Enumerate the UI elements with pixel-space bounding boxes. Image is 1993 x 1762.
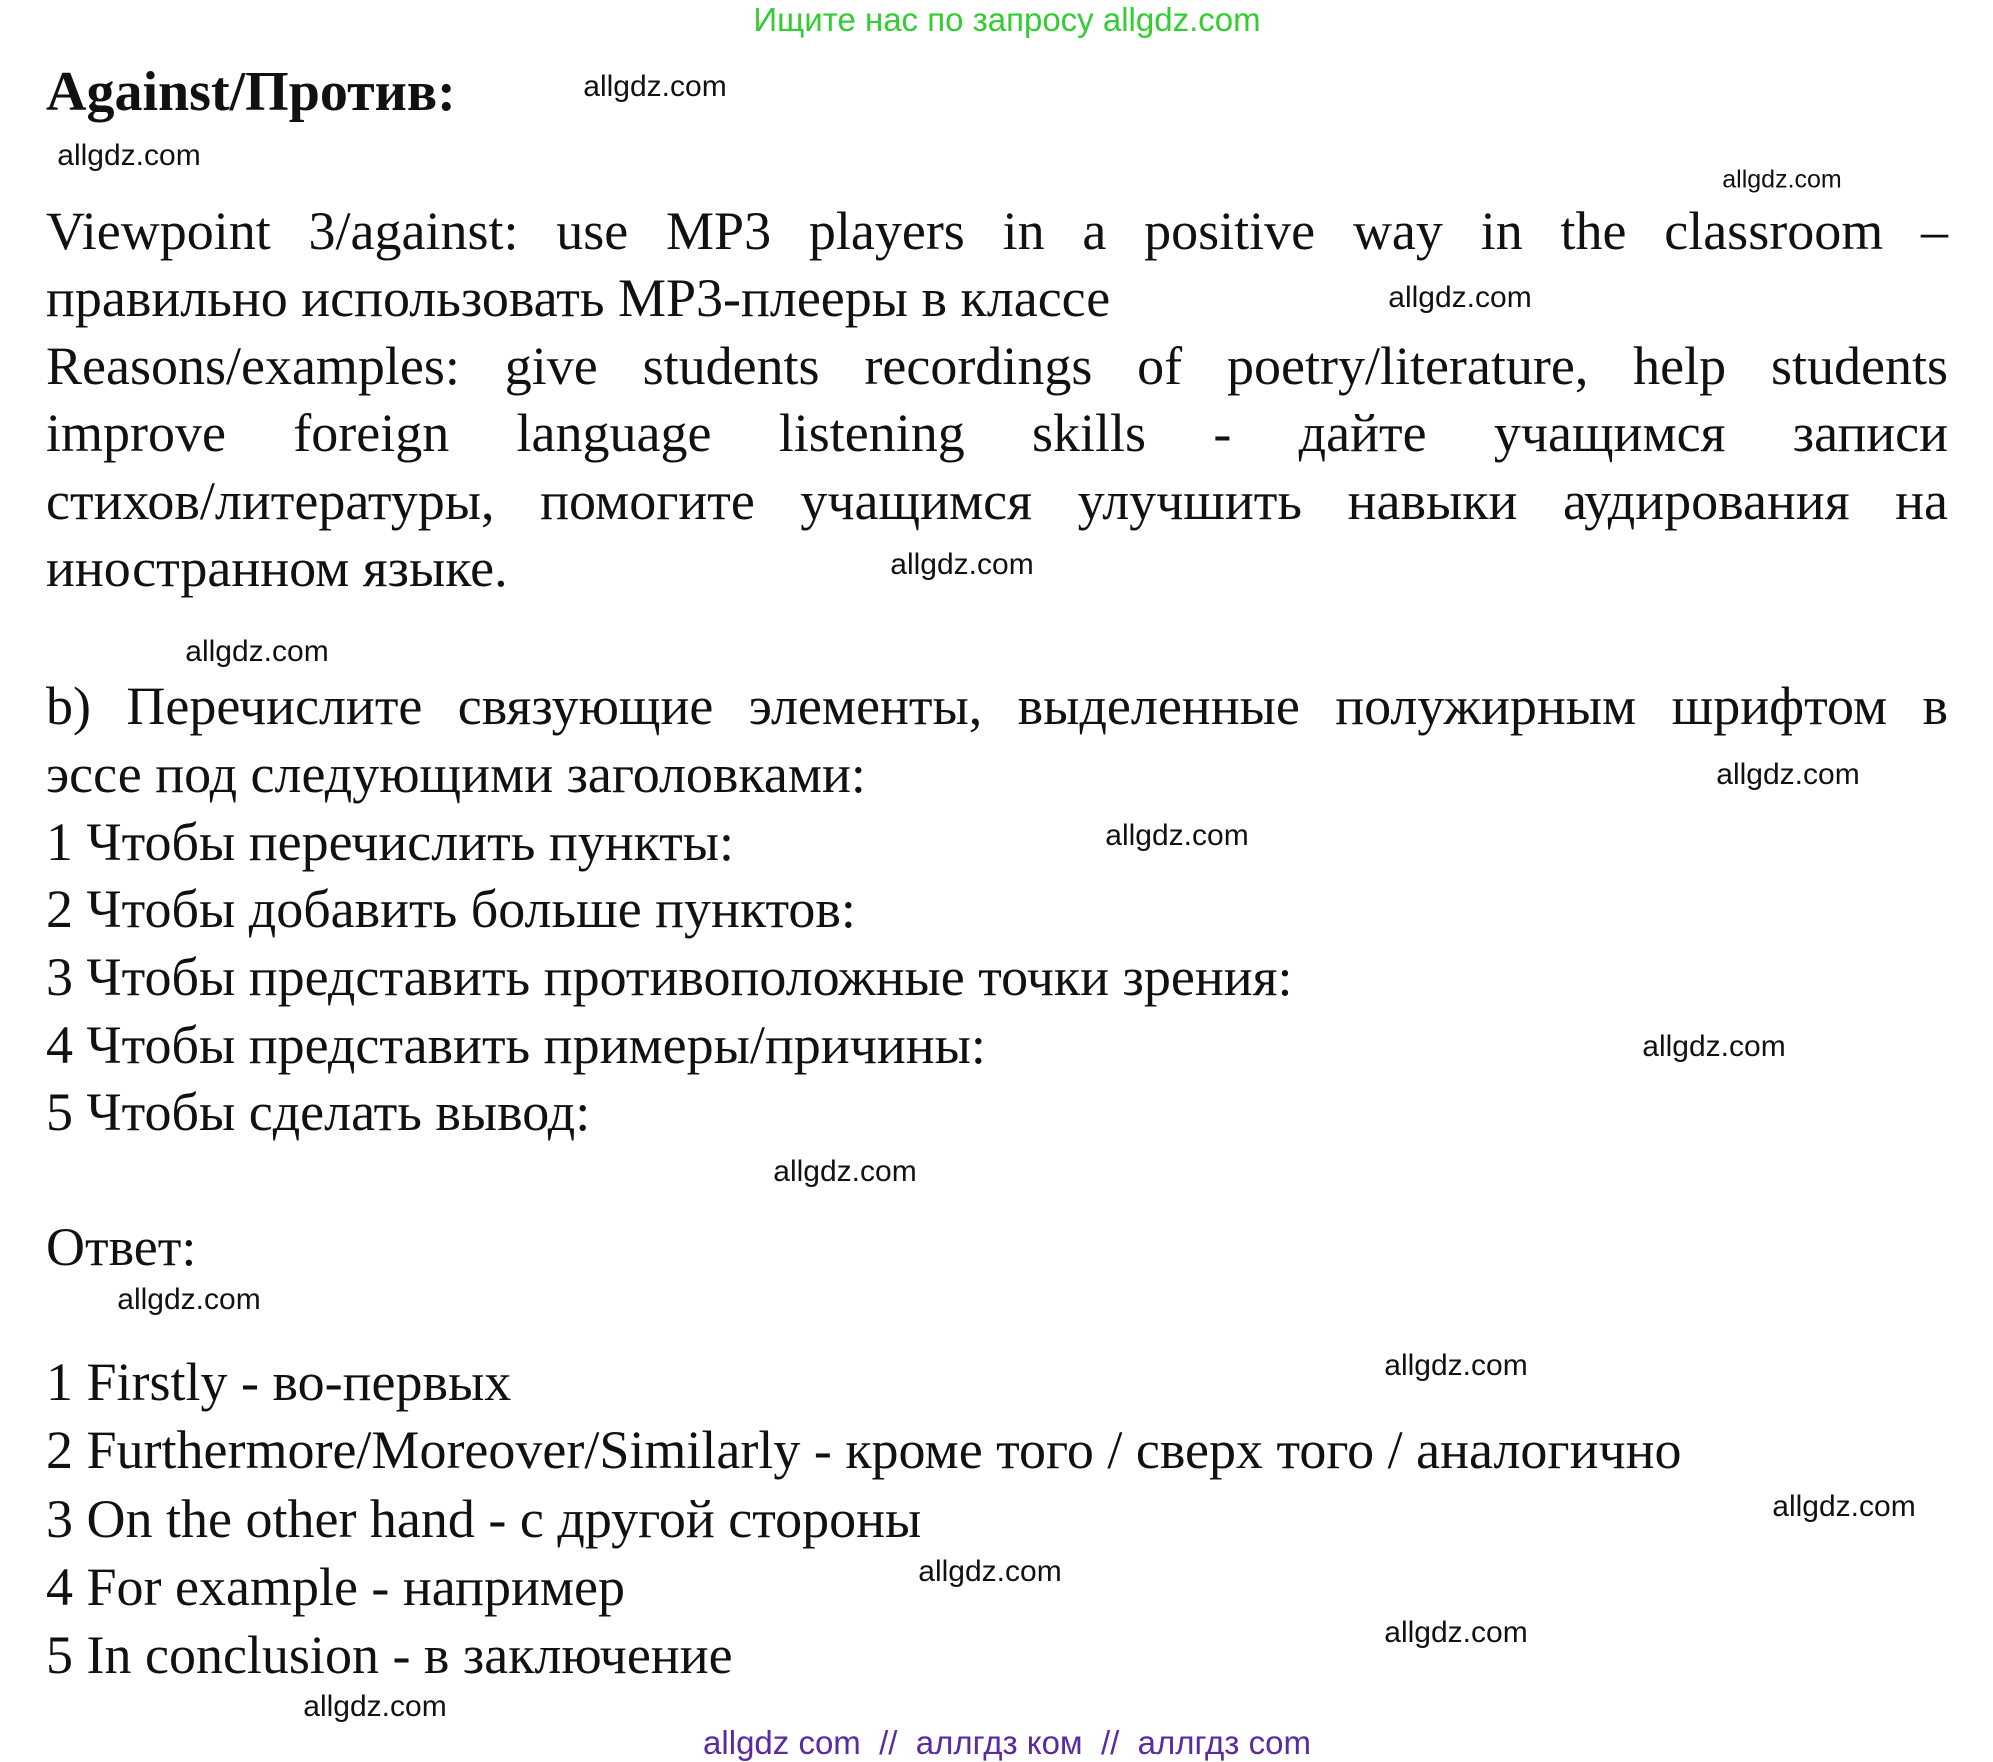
task-line: b) Перечислите связующие элементы, выделенные полужирным шрифтом в (46, 676, 1948, 736)
task-item: 2 Чтобы добавить больше пунктов: (46, 879, 856, 939)
viewpoint-line: improve foreign language listening skills - дайте учащимся записи (46, 403, 1948, 463)
watermark: allgdz.com (1384, 1616, 1528, 1649)
answer-label: Ответ: (46, 1217, 197, 1277)
viewpoint-line: правильно использовать MP3-плееры в классе (46, 268, 1111, 328)
answer-item: 2 Furthermore/Moreover/Similarly - кроме того / сверх того / аналогично (46, 1420, 1682, 1480)
answer-item: 3 On the other hand - с другой стороны (46, 1489, 922, 1549)
task-item: 4 Чтобы представить примеры/причины: (46, 1015, 986, 1075)
search-banner: Ищите нас по запросу allgdz.com (753, 1, 1261, 38)
footer-links: allgdz com // аллгдз ком // аллгдз com (703, 1724, 1311, 1761)
watermark: allgdz.com (918, 1555, 1062, 1588)
task-item: 5 Чтобы сделать вывод: (46, 1082, 591, 1142)
task-item: 3 Чтобы представить противоположные точки зрения: (46, 947, 1293, 1007)
watermark: allgdz.com (583, 70, 727, 103)
task-line: эссе под следующими заголовками: (46, 744, 866, 804)
viewpoint-line: иностранном языке. (46, 538, 508, 598)
watermark: allgdz.com (1384, 1349, 1528, 1382)
watermark: allgdz.com (1105, 819, 1249, 852)
watermark: allgdz.com (185, 635, 329, 668)
watermark: allgdz.com (117, 1283, 261, 1316)
answer-item: 1 Firstly - во-первых (46, 1352, 512, 1412)
watermark: allgdz.com (1722, 165, 1842, 194)
answer-item: 5 In conclusion - в заключение (46, 1625, 733, 1685)
watermark: allgdz.com (1772, 1490, 1916, 1523)
viewpoint-line: Viewpoint 3/against: use MP3 players in a positive way in the classroom – (46, 201, 1948, 261)
watermark: allgdz.com (57, 139, 201, 172)
watermark: allgdz.com (303, 1690, 447, 1723)
watermark: allgdz.com (1642, 1030, 1786, 1063)
watermark: allgdz.com (773, 1155, 917, 1188)
viewpoint-line: стихов/литературы, помогите учащимся улучшить навыки аудирования на (46, 471, 1948, 531)
answer-item: 4 For example - например (46, 1557, 625, 1617)
viewpoint-line: Reasons/examples: give students recordings of poetry/literature, help students (46, 336, 1948, 396)
section-heading: Against/Против: (46, 61, 456, 123)
task-item: 1 Чтобы перечислить пункты: (46, 812, 735, 872)
watermark: allgdz.com (1388, 281, 1532, 314)
watermark: allgdz.com (1716, 758, 1860, 791)
watermark: allgdz.com (890, 548, 1034, 581)
